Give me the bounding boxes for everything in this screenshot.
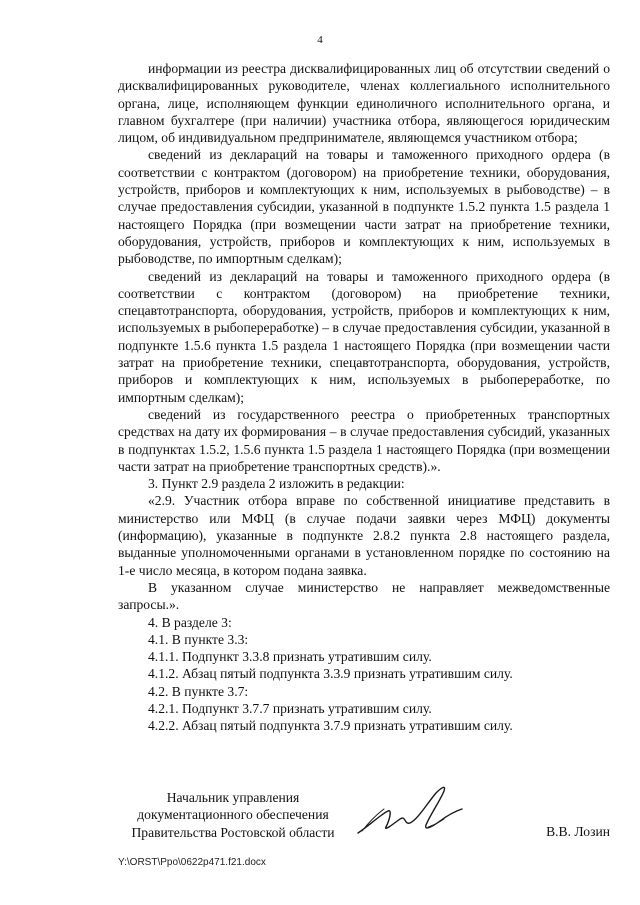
paragraph: 3. Пункт 2.9 раздела 2 изложить в редакции:: [148, 476, 405, 492]
signer-position: [118, 789, 348, 841]
signer-name: В.В. Лозин: [546, 824, 610, 839]
paragraph: «2.9. Участник отбора вправе по собственной инициативе представить в министерство или МФЦ (в случае подачи заявки через МФЦ) документы (информацию), указанные в подпункте 2.8.2 пункта 2.8 настоящего раздела, выданные уполномоченными органами в установленном порядке по состоянию на 1-е число месяца, в котором подана заявка.: [118, 493, 610, 578]
signature-block: [118, 789, 610, 849]
paragraph: 4.2.1. Подпункт 3.7.7 признать утратившим силу.: [148, 700, 432, 716]
paragraph: 4.1.2. Абзац пятый подпункта 3.3.9 признать утратившим силу.: [148, 666, 513, 682]
document-body: [118, 60, 610, 735]
position-line: документационного обеспечения: [137, 807, 329, 823]
paragraph: сведений из государственного реестра о приобретенных транспортных средствах на дату их формирования – в случае предоставления субсидий, указанных в подпунктах 1.5.2, 1.5.6 пункта 1.5 раздела 1 настоящего Порядка (при возмещении части затрат на приобретение транспортных средств).».: [118, 406, 610, 474]
paragraph: 4.1. В пункте 3.3:: [148, 631, 249, 647]
paragraph: сведений из деклараций на товары и таможенного приходного ордера (в соответствии с контрактом (договором) на приобретение техники, спецавтотранспорта, оборудования, устройств, приборов и комплектующих к ним, используемых в рыбопереработке) – в случае предоставления субсидии, указанной в подпункте 1.5.6 пункта 1.5 раздела 1 настоящего Порядка (при возмещении части затрат на приобретение техники, спецавтотранспорта, оборудования, устройств, приборов и комплектующих к ним, используемых в рыбопереработке, по импортным сделкам);: [118, 268, 610, 405]
paragraph: сведений из деклараций на товары и таможенного приходного ордера (в соответствии с контрактом (договором) на приобретение техники, оборудования, устройств, приборов и комплектующих к ним, используемых в рыбоводстве) – в случае предоставления субсидии, указанной в подпункте 1.5.2 пункта 1.5 раздела 1 настоящего Порядка (при возмещении части затрат на приобретение техники, оборудования, устройств, приборов и комплектующих к ним, используемых в рыбоводстве, по импортным сделкам);: [118, 147, 610, 267]
paragraph: В указанном случае министерство не направляет межведомственные запросы.».: [118, 579, 610, 613]
paragraph: 4.1.1. Подпункт 3.3.8 признать утратившим силу.: [148, 649, 432, 665]
paragraph: 4.2. В пункте 3.7:: [148, 683, 249, 699]
file-path: Y:\ORST\Ppo\0622p471.f21.docx: [118, 857, 266, 868]
position-line: Правительства Ростовской области: [131, 824, 335, 840]
position-line: Начальник управления: [166, 790, 300, 805]
handwritten-signature: [340, 775, 480, 845]
paragraph: 4.2.2. Абзац пятый подпункта 3.7.9 признать утратившим силу.: [148, 718, 513, 734]
page-number: 4: [317, 34, 323, 46]
paragraph: информации из реестра дисквалифицированных лиц об отсутствии сведений о дисквалифицированных руководителе, членах коллегиального исполнительного органа, лице, исполняющем функции единоличного исполнительного органа, и главном бухгалтере (при наличии) участника отбора, являющегося юридическим лицом, об индивидуальном предпринимателе, являющемся участником отбора;: [118, 61, 610, 146]
paragraph: 4. В разделе 3:: [148, 614, 232, 630]
